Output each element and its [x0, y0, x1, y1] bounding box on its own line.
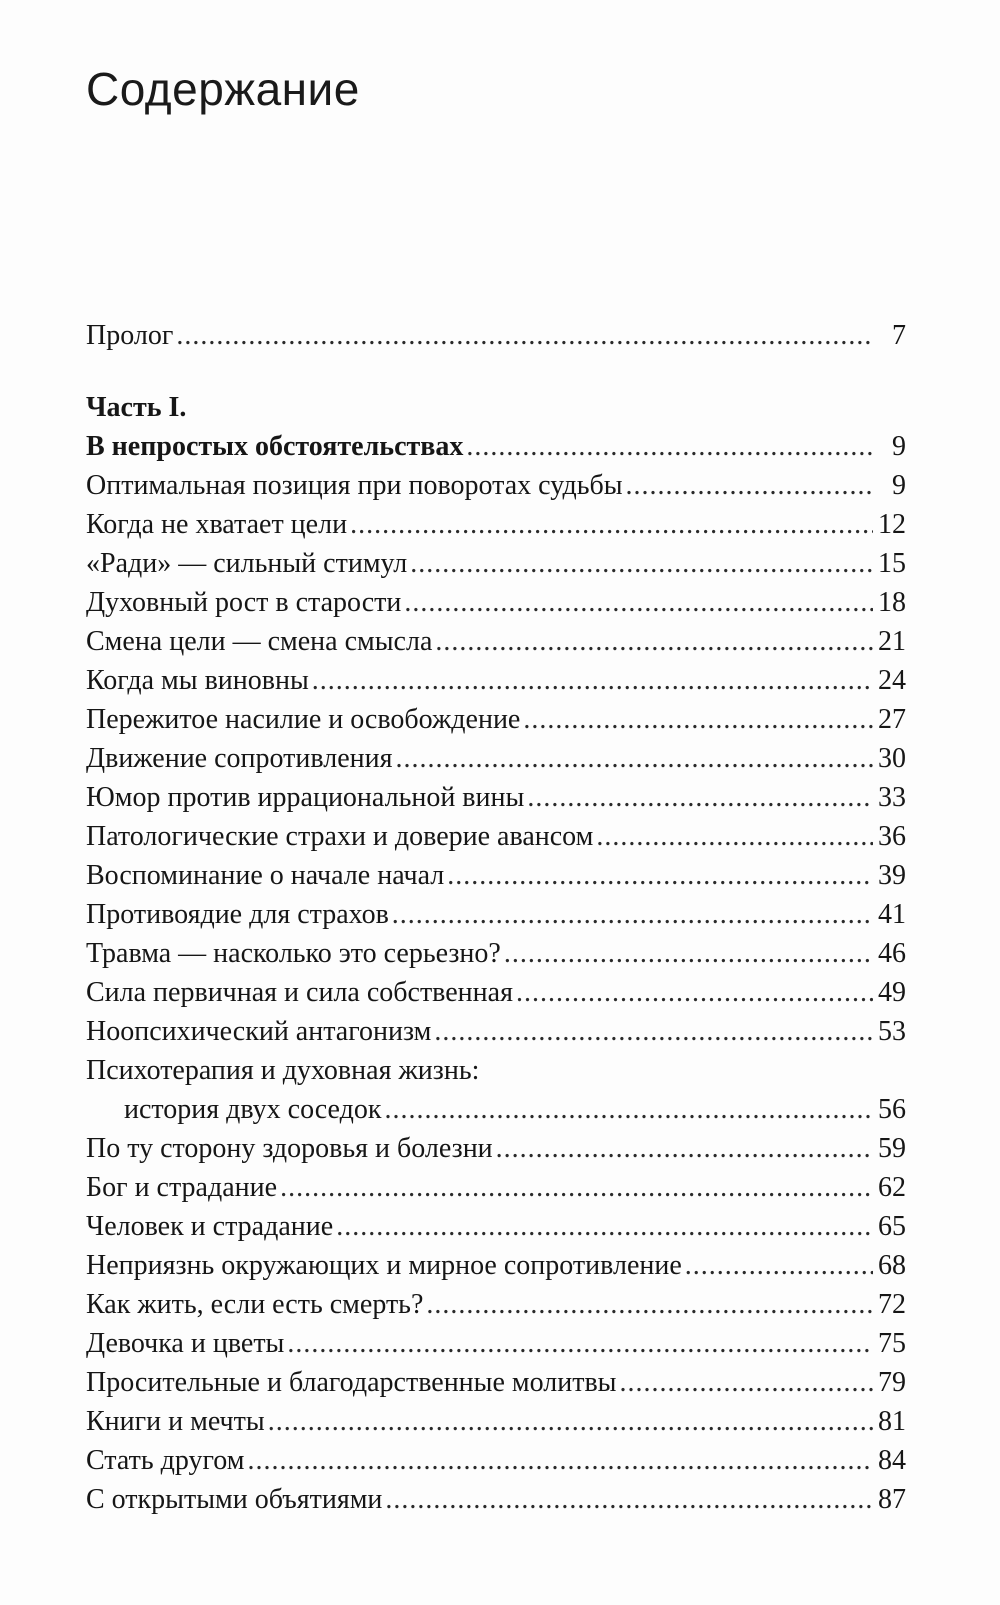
toc-entry[interactable] [86, 1168, 906, 1207]
toc-entry[interactable] [86, 739, 906, 778]
toc-entry-title: Книги и мечты [86, 1406, 265, 1437]
toc-entry-title: Психотерапия и духовная жизнь: [86, 1055, 480, 1086]
toc-entry-title: Стать другом [86, 1445, 245, 1476]
page-title: Содержание [86, 63, 360, 115]
toc-entry-title: Движение сопротивления [86, 743, 393, 774]
toc-entry[interactable] [86, 505, 906, 544]
toc-entry[interactable] [86, 1012, 906, 1051]
toc-entry[interactable] [86, 1207, 906, 1246]
toc-entry-title: Пережитое насилие и освобождение [86, 704, 521, 735]
toc-entry[interactable] [86, 1441, 906, 1480]
toc-page-number: 9 [892, 431, 906, 462]
table-of-contents [86, 316, 906, 1519]
dot-leader [350, 505, 873, 544]
dot-leader [434, 1012, 873, 1051]
toc-page-number: 75 [878, 1328, 906, 1359]
toc-entry-title: Просительные и благодарственные молитвы [86, 1367, 617, 1398]
dot-leader [395, 739, 873, 778]
dot-leader [287, 1324, 873, 1363]
toc-entry[interactable] [86, 583, 906, 622]
dot-leader [619, 1363, 873, 1402]
toc-entry[interactable] [86, 466, 906, 505]
toc-entry[interactable] [86, 1246, 906, 1285]
dot-leader [384, 1090, 873, 1129]
toc-page-number: 46 [878, 938, 906, 969]
toc-entry-title: история двух соседок [124, 1094, 382, 1125]
toc-entry-title: Когда мы виновны [86, 665, 309, 696]
toc-page-number: 30 [878, 743, 906, 774]
toc-page-number: 62 [878, 1172, 906, 1203]
toc-entry[interactable] [86, 1090, 906, 1129]
toc-page-number: 27 [878, 704, 906, 735]
part-heading [86, 388, 906, 427]
toc-entries-list [86, 427, 906, 1519]
toc-page-number: 68 [878, 1250, 906, 1281]
dot-leader [280, 1168, 873, 1207]
dot-leader [336, 1207, 873, 1246]
toc-page-number: 72 [878, 1289, 906, 1320]
dot-leader [392, 895, 873, 934]
dot-leader [385, 1480, 873, 1519]
toc-entry[interactable] [86, 856, 906, 895]
toc-entry-title: Неприязнь окружающих и мирное сопротивление [86, 1250, 682, 1281]
toc-entry-title: Пролог [86, 320, 174, 351]
toc-page-number: 21 [878, 626, 906, 657]
dot-leader [626, 466, 873, 505]
dot-leader [466, 427, 873, 466]
dot-leader [268, 1402, 873, 1441]
dot-leader [176, 316, 873, 355]
toc-entry[interactable] [86, 1402, 906, 1441]
toc-page-number: 15 [878, 548, 906, 579]
dot-leader [685, 1246, 873, 1285]
dot-leader [247, 1441, 873, 1480]
toc-entry-title: Духовный рост в старости [86, 587, 402, 618]
toc-page-number: 33 [878, 782, 906, 813]
toc-entry[interactable] [86, 427, 906, 466]
toc-page-number: 12 [878, 509, 906, 540]
dot-leader [312, 661, 873, 700]
toc-page-number: 36 [878, 821, 906, 852]
toc-entry[interactable] [86, 622, 906, 661]
toc-page-number: 79 [878, 1367, 906, 1398]
toc-page-number: 24 [878, 665, 906, 696]
dot-leader [410, 544, 873, 583]
toc-entry[interactable] [86, 661, 906, 700]
dot-leader [447, 856, 873, 895]
dot-leader [523, 700, 873, 739]
dot-leader [527, 778, 873, 817]
toc-entry-title: Когда не хватает цели [86, 509, 348, 540]
toc-entry-title: Девочка и цветы [86, 1328, 285, 1359]
toc-entry[interactable] [86, 700, 906, 739]
toc-page-number: 84 [878, 1445, 906, 1476]
toc-page-number: 53 [878, 1016, 906, 1047]
toc-entry-title: Оптимальная позиция при поворотах судьбы [86, 470, 623, 501]
toc-entry[interactable] [86, 973, 906, 1012]
toc-entry[interactable] [86, 1363, 906, 1402]
dot-leader [404, 583, 873, 622]
toc-entry[interactable] [86, 1051, 906, 1090]
toc-entry-title: Смена цели — смена смысла [86, 626, 433, 657]
toc-page-number: 49 [878, 977, 906, 1008]
toc-entry-title: По ту сторону здоровья и болезни [86, 1133, 493, 1164]
toc-entry-title: Сила первичная и сила собственная [86, 977, 513, 1008]
toc-page-number: 87 [878, 1484, 906, 1515]
toc-entry-title: Юмор против иррациональной вины [86, 782, 525, 813]
toc-entry-title: Воспоминание о начале начал [86, 860, 445, 891]
toc-entry-title: С открытыми объятиями [86, 1484, 383, 1515]
toc-entry-title: Человек и страдание [86, 1211, 334, 1242]
toc-page-number: 18 [878, 587, 906, 618]
dot-leader [504, 934, 873, 973]
toc-entry[interactable] [86, 1285, 906, 1324]
dot-leader [496, 1129, 873, 1168]
toc-entry-prologue[interactable] [86, 316, 906, 355]
toc-page-number: 65 [878, 1211, 906, 1242]
dot-leader [516, 973, 873, 1012]
toc-page-number: 41 [878, 899, 906, 930]
toc-page-number: 9 [892, 470, 906, 501]
toc-page-number: 56 [878, 1094, 906, 1125]
toc-entry-title: Ноопсихический антагонизм [86, 1016, 432, 1047]
toc-entry[interactable] [86, 817, 906, 856]
toc-page-number: 7 [892, 320, 906, 351]
dot-leader [426, 1285, 873, 1324]
toc-entry[interactable] [86, 1480, 906, 1519]
dot-leader [435, 622, 873, 661]
part-label: Часть I. [86, 392, 187, 423]
toc-entry-title: Противоядие для страхов [86, 899, 389, 930]
toc-entry[interactable] [86, 544, 906, 583]
toc-entry[interactable] [86, 934, 906, 973]
toc-entry-title: Травма — насколько это серьезно? [86, 938, 501, 969]
toc-page-number: 39 [878, 860, 906, 891]
toc-entry-title: Патологические страхи и доверие авансом [86, 821, 594, 852]
toc-entry-title: Бог и страдание [86, 1172, 278, 1203]
toc-entry[interactable] [86, 1129, 906, 1168]
toc-entry[interactable] [86, 778, 906, 817]
toc-entry-title: «Ради» — сильный стимул [86, 548, 408, 579]
toc-entry-title: Как жить, если есть смерть? [86, 1289, 424, 1320]
toc-entry-title: В непростых обстоятельствах [86, 431, 464, 462]
toc-entry[interactable] [86, 895, 906, 934]
toc-entry[interactable] [86, 1324, 906, 1363]
toc-page-number: 81 [878, 1406, 906, 1437]
toc-page-number: 59 [878, 1133, 906, 1164]
dot-leader [596, 817, 873, 856]
